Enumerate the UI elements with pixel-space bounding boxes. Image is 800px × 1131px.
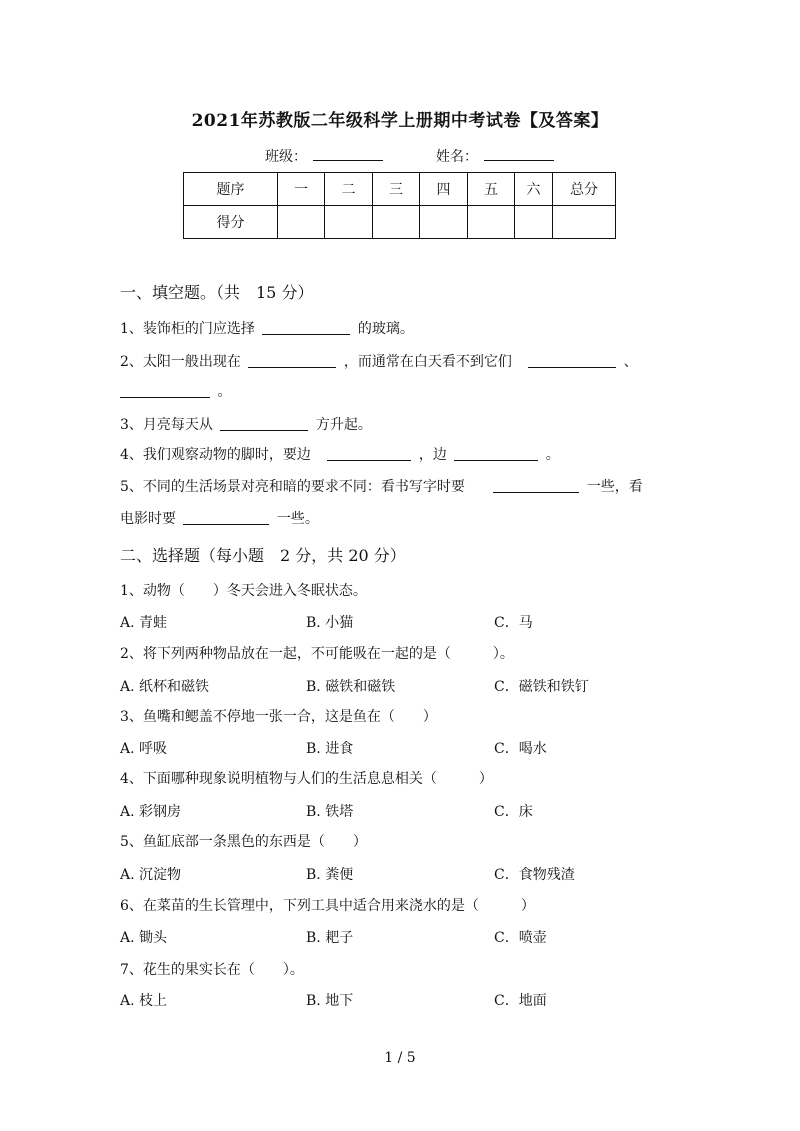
choice-option-c[interactable]: C．马 [494,615,533,631]
answer-blank[interactable] [248,353,336,368]
choice-option-a[interactable]: A. 沉淀物 [120,867,182,883]
score-cell[interactable] [325,206,373,239]
choice-question-stem: 7、花生的果实长在（ ）。 [120,962,304,978]
answer-blank[interactable] [528,353,616,368]
choice-option-a[interactable]: A. 青蛙 [120,615,168,631]
score-row-label: 得分 [184,206,278,239]
answer-blank[interactable] [454,446,538,461]
answer-blank[interactable] [120,383,210,398]
question-text: 、 [623,354,638,370]
fill-question-2 [120,351,638,371]
answer-blank[interactable] [262,320,350,335]
choice-question-stem: 1、动物（ ）冬天会进入冬眠状态。 [120,583,367,599]
score-header-cell: 三 [373,173,420,206]
choice-option-a[interactable]: A. 纸杯和磁铁 [120,679,210,695]
score-header-cell: 六 [515,173,553,206]
score-header-cell: 总分 [553,173,616,206]
fill-question-5-cont [120,508,319,528]
score-cell[interactable] [553,206,616,239]
choice-option-b[interactable]: B. 磁铁和磁铁 [306,679,396,695]
choice-question-stem: 5、鱼缸底部一条黑色的东西是（ ） [120,834,367,850]
question-text: 。 [545,447,560,463]
question-text: ，而通常在白天看不到它们 [343,354,512,370]
score-table-score-row [184,206,616,239]
page-number: 1 / 5 [384,1050,416,1066]
choice-question-stem: 6、在菜苗的生长管理中，下列工具中适合用来浇水的是（ ） [120,898,535,914]
choice-option-b[interactable]: B. 小猫 [306,615,354,631]
choice-option-c[interactable]: C．地面 [494,993,547,1009]
answer-blank[interactable] [220,416,308,431]
fill-question-1 [120,318,414,338]
choice-question-stem: 4、下面哪种现象说明植物与人们的生活息息相关（ ） [120,771,493,787]
score-table [183,172,616,239]
score-header-cell: 四 [420,173,468,206]
choice-option-b[interactable]: B. 粪便 [306,867,354,883]
choice-option-b[interactable]: B. 铁塔 [306,804,354,820]
page-title: 2021年苏教版二年级科学上册期中考试卷【及答案】 [191,111,609,131]
fill-question-3 [120,414,372,434]
answer-blank[interactable] [493,478,579,493]
choice-option-a[interactable]: A. 呼吸 [120,741,168,757]
name-field [436,146,554,166]
fill-question-5 [120,476,643,496]
question-text: 2、太阳一般出现在 [120,354,241,370]
choice-option-c[interactable]: C．食物残渣 [494,867,575,883]
choice-option-b[interactable]: B. 进食 [306,741,354,757]
answer-blank[interactable] [327,446,411,461]
choice-option-c[interactable]: C．磁铁和铁钉 [494,679,589,695]
fill-question-2-cont [120,381,231,401]
choice-option-b[interactable]: B. 耙子 [306,930,354,946]
question-text: 的玻璃。 [357,321,414,337]
question-text: 一些，看 [586,479,643,495]
answer-blank[interactable] [183,510,269,525]
score-header-cell: 一 [278,173,325,206]
question-text: ，边 [418,447,447,463]
question-text: 4、我们观察动物的脚时，要边 [120,447,311,463]
choice-question-stem: 2、将下列两种物品放在一起，不可能吸在一起的是（ ）。 [120,646,514,662]
name-blank[interactable] [484,146,554,161]
class-label: 班级： [265,149,307,165]
choice-option-a[interactable]: A. 枝上 [120,993,168,1009]
score-cell[interactable] [515,206,553,239]
score-header-cell: 五 [468,173,515,206]
score-cell[interactable] [278,206,325,239]
question-text: 1、装饰柜的门应选择 [120,321,255,337]
question-text: 电影时要 [120,511,176,527]
choice-option-c[interactable]: C．床 [494,804,533,820]
choice-option-c[interactable]: C．喷壶 [494,930,547,946]
score-table-header-row [184,173,616,206]
choice-option-b[interactable]: B. 地下 [306,993,354,1009]
question-text: 3、月亮每天从 [120,417,213,433]
name-label: 姓名： [436,149,478,165]
score-header-cell: 二 [325,173,373,206]
question-text: 方升起。 [315,417,372,433]
score-header-cell: 题序 [184,173,278,206]
choice-option-a[interactable]: A. 锄头 [120,930,168,946]
class-blank[interactable] [313,146,383,161]
section-heading-multiple-choice: 二、选择题（每小题 2 分，共 20 分） [120,546,406,565]
score-cell[interactable] [468,206,515,239]
question-text: 5、不同的生活场景对亮和暗的要求不同：看书写字时要 [120,479,465,495]
class-field [265,146,383,166]
question-text: 一些。 [276,511,319,527]
question-text: 。 [217,384,232,400]
score-cell[interactable] [373,206,420,239]
section-heading-fill-blank: 一、填空题。（共 15 分） [120,283,314,302]
choice-option-c[interactable]: C．喝水 [494,741,547,757]
fill-question-4 [120,444,560,464]
score-cell[interactable] [420,206,468,239]
choice-option-a[interactable]: A. 彩钢房 [120,804,182,820]
choice-question-stem: 3、鱼嘴和鳃盖不停地一张一合，这是鱼在（ ） [120,709,437,725]
